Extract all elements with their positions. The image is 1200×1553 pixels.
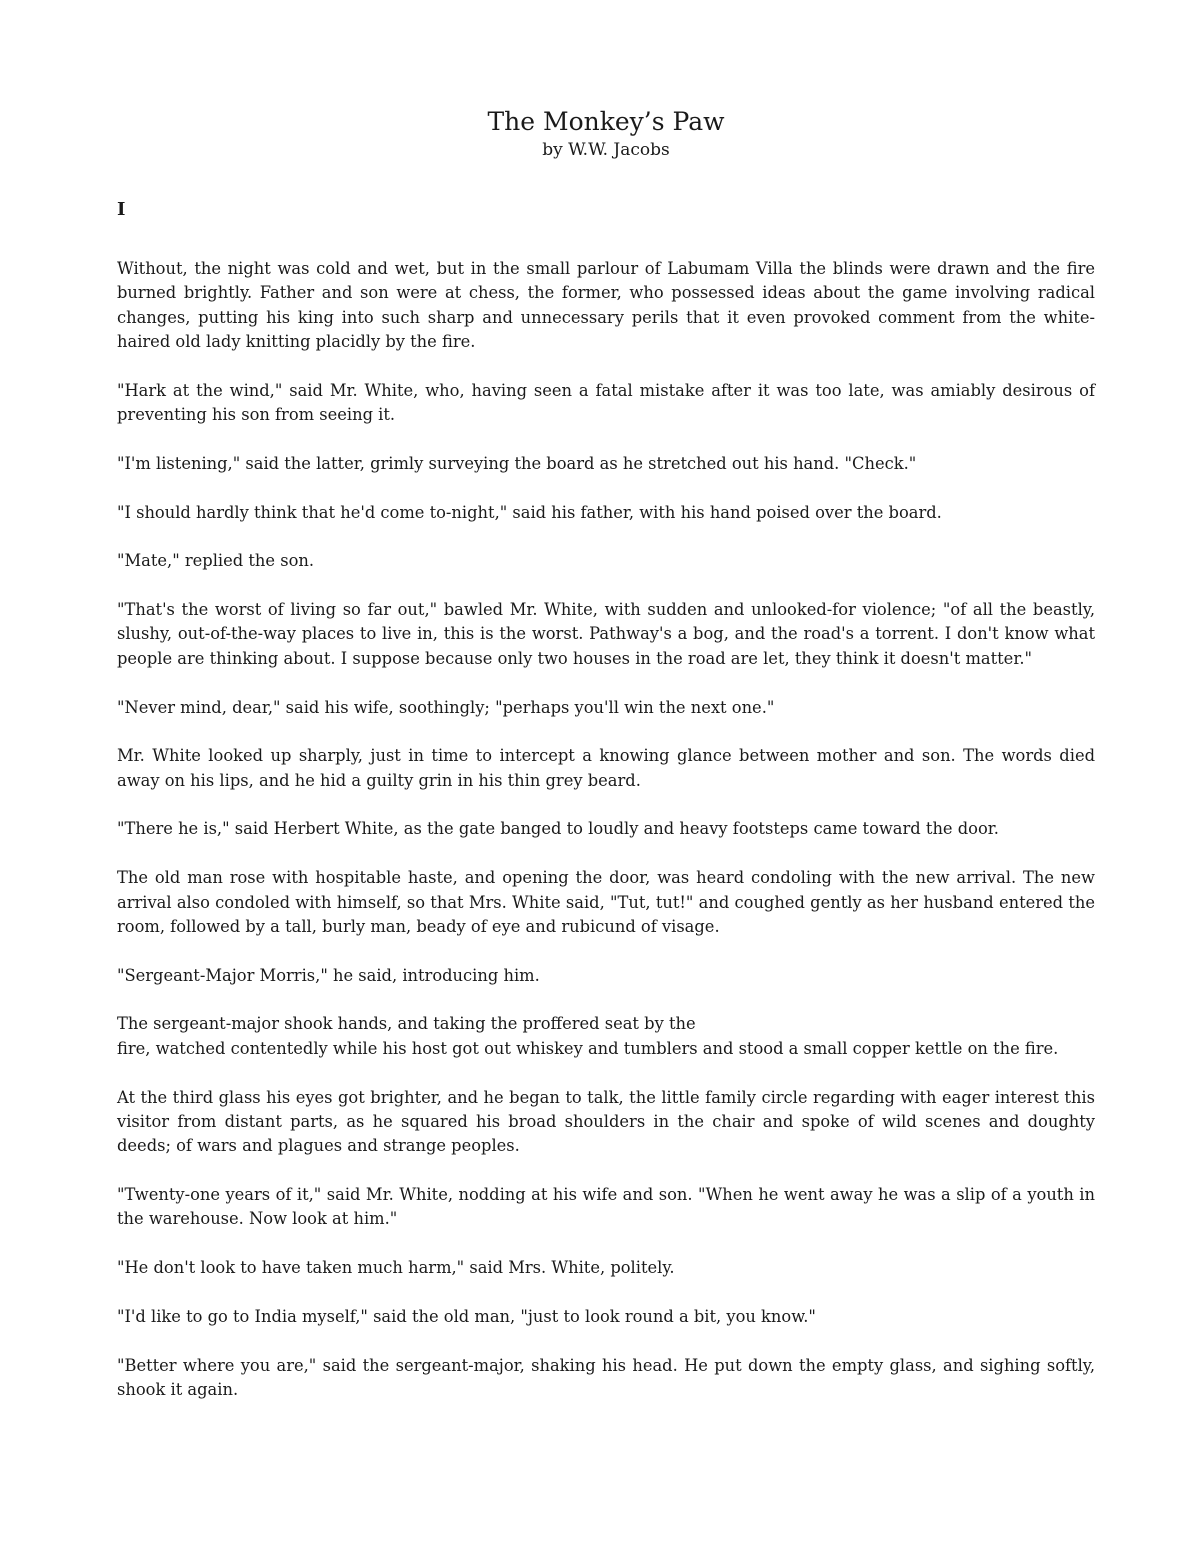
document-title: The Monkey’s Paw [487, 107, 725, 136]
paragraph: The old man rose with hospitable haste, and opening the door, was heard condoling with the new arrival. The new arrival also condoled with himself, so that Mrs. White said, "Tut, tut!" and coughed gently as her husband entered the room, followed by a tall, burly man, beady of eye and rubicund of visage. [117, 868, 1095, 936]
author-byline: by W.W. Jacobs [542, 140, 670, 160]
paragraph: "I should hardly think that he'd come to-night," said his father, with his hand poised over the board. [117, 502, 942, 522]
paragraph: Mr. White looked up sharply, just in time to intercept a knowing glance between mother and son. The words died away on his lips, and he hid a guilty grin in his thin grey beard. [117, 746, 1095, 790]
paragraph: "Better where you are," said the sergeant-major, shaking his head. He put down the empty glass, and sighing softly, shook it again. [117, 1355, 1095, 1399]
split-paragraph-line-2: fire, watched contentedly while his host got out whiskey and tumblers and stood a small copper kettle on the fire. [117, 1038, 1059, 1058]
paragraph: "Mate," replied the son. [117, 551, 315, 571]
story-body [117, 257, 1095, 1402]
section-heading: I [117, 199, 126, 220]
paragraph: Without, the night was cold and wet, but in the small parlour of Labumam Villa the blinds were drawn and the fire burned brightly. Father and son were at chess, the former, who possessed ideas about the game involving radical changes, putting his king into such sharp and unnecessary perils that it even provoked comment from the white-haired old lady knitting placidly by the fire. [117, 259, 1095, 351]
paragraph: "That's the worst of living so far out," bawled Mr. White, with sudden and unlooked-for violence; "of all the beastly, slushy, out-of-the-way places to live in, this is the worst. Pathway's a bog, and the road's a torrent. I don't know what people are thinking about. I suppose because only two houses in the road are let, they think it doesn't matter." [117, 600, 1095, 668]
paragraph: At the third glass his eyes got brighter, and he began to talk, the little family circle regarding with eager interest this visitor from distant parts, as he squared his broad shoulders in the chair and spoke of wild scenes and doughty deeds; of wars and plagues and strange peoples. [117, 1087, 1095, 1156]
paragraph: "Hark at the wind," said Mr. White, who, having seen a fatal mistake after it was too late, was amiably desirous of preventing his son from seeing it. [117, 380, 1095, 424]
paragraph: "Never mind, dear," said his wife, soothingly; "perhaps you'll win the next one." [117, 697, 775, 717]
paragraph: "I'm listening," said the latter, grimly surveying the board as he stretched out his hand. "Check." [117, 453, 917, 473]
split-paragraph [117, 1012, 1095, 1061]
paragraph: "Twenty-one years of it," said Mr. White, nodding at his wife and son. "When he went away he was a slip of a youth in the warehouse. Now look at him." [117, 1184, 1095, 1229]
paragraph: "He don't look to have taken much harm," said Mrs. White, politely. [117, 1258, 675, 1278]
document-page [117, 105, 1095, 1427]
paragraph: "Sergeant-Major Morris," he said, introducing him. [117, 965, 540, 985]
paragraph: "There he is," said Herbert White, as the gate banged to loudly and heavy footsteps came toward the door. [117, 819, 999, 839]
paragraph: "I'd like to go to India myself," said the old man, "just to look round a bit, you know." [117, 1306, 816, 1326]
split-paragraph-line-1: The sergeant-major shook hands, and taking the proffered seat by the [117, 1014, 696, 1034]
